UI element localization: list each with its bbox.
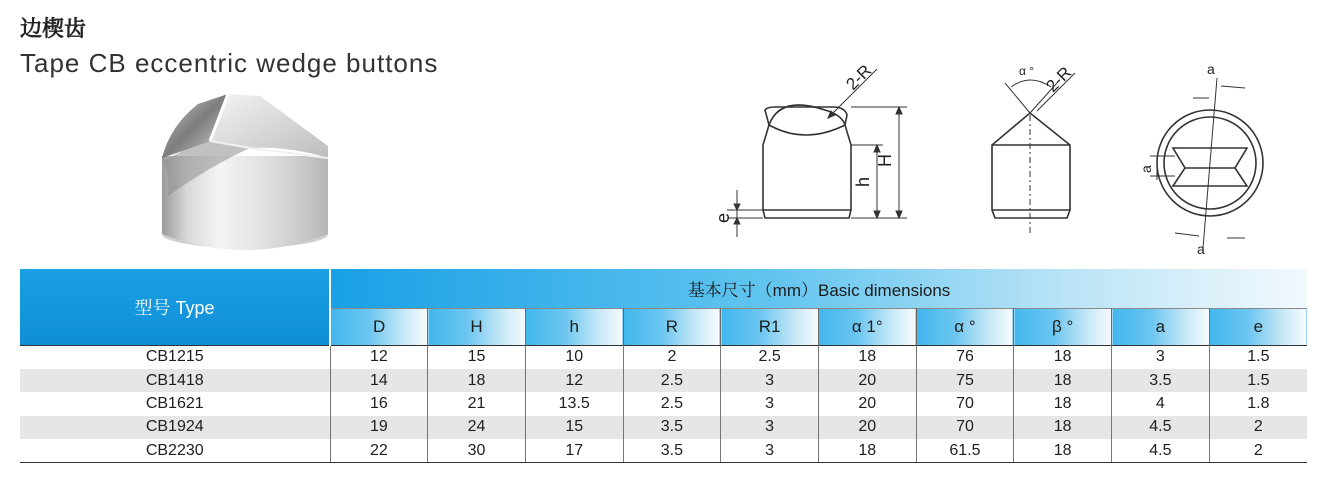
label-h: h bbox=[853, 176, 873, 187]
value-cell: 3 bbox=[721, 392, 819, 415]
value-cell: 1.8 bbox=[1247, 394, 1270, 412]
label-a-top: a bbox=[1207, 61, 1215, 77]
value-cell: 2.5 bbox=[623, 392, 721, 415]
type-cell: CB1924 bbox=[20, 416, 330, 439]
value-cell: 1.5 bbox=[1209, 369, 1307, 392]
value-cell: 17 bbox=[525, 439, 623, 462]
value-cell: 3 bbox=[1112, 346, 1210, 369]
value-cell: 76 bbox=[916, 346, 1014, 369]
value-cell: 4.5 bbox=[1112, 439, 1210, 462]
value-cell: 15 bbox=[525, 416, 623, 439]
value-cell: 21 bbox=[428, 392, 526, 415]
value-cell: 20 bbox=[818, 416, 916, 439]
top-view-drawing bbox=[1135, 58, 1285, 258]
label-a-side: a bbox=[1138, 165, 1154, 173]
value-cell: 13.5 bbox=[525, 392, 623, 415]
front-view-drawing bbox=[975, 55, 1090, 245]
type-cell: CB1215 bbox=[20, 346, 330, 369]
type-cell: CB2230 bbox=[20, 439, 330, 462]
value-cell: 2 bbox=[1209, 439, 1307, 462]
title-english: Tape CB eccentric wedge buttons bbox=[20, 48, 439, 78]
value-cell: 24 bbox=[428, 416, 526, 439]
col-header-H: H bbox=[428, 308, 526, 346]
product-photo bbox=[150, 86, 340, 258]
value-cell: 10 bbox=[525, 346, 623, 369]
value-cell: 70 bbox=[916, 416, 1014, 439]
value-cell: 18 bbox=[1014, 346, 1112, 369]
value-cell: 18 bbox=[1014, 416, 1112, 439]
value-cell: 18 bbox=[1014, 369, 1112, 392]
title-chinese: 边楔齿 bbox=[20, 17, 87, 42]
value-cell: 20 bbox=[818, 392, 916, 415]
value-cell: 4.5 bbox=[1112, 416, 1210, 439]
col-header-D: D bbox=[330, 308, 428, 346]
label-e: e bbox=[713, 212, 733, 223]
value-cell: 18 bbox=[818, 346, 916, 369]
value-cell: 18 bbox=[428, 369, 526, 392]
col-header-a: a bbox=[1112, 308, 1210, 346]
value-cell: 3 bbox=[721, 416, 819, 439]
value-cell: 75 bbox=[916, 369, 1014, 392]
value-cell: 3 bbox=[721, 369, 819, 392]
value-cell: 18 bbox=[1014, 392, 1112, 415]
value-cell: 2.5 bbox=[623, 369, 721, 392]
table-row bbox=[20, 439, 1307, 462]
col-header-alpha: α ° bbox=[916, 308, 1014, 346]
value-cell: 3.5 bbox=[1112, 369, 1210, 392]
table-row bbox=[20, 392, 1307, 415]
value-cell: 12 bbox=[330, 346, 428, 369]
label-H: H bbox=[875, 154, 895, 167]
col-header-h: h bbox=[525, 308, 623, 346]
col-header-alpha1: α 1° bbox=[818, 308, 916, 346]
value-cell: 19 bbox=[330, 416, 428, 439]
value-cell: 30 bbox=[428, 439, 526, 462]
side-view-drawing bbox=[705, 55, 925, 245]
table-row bbox=[20, 369, 1307, 392]
value-cell: 3.5 bbox=[623, 416, 721, 439]
value-cell: 15 bbox=[428, 346, 526, 369]
col-header-R: R bbox=[623, 308, 721, 346]
value-cell: 2 bbox=[623, 346, 721, 369]
value-cell: 22 bbox=[330, 439, 428, 462]
value-cell: 18 bbox=[1014, 439, 1112, 462]
value-cell: 14 bbox=[330, 369, 428, 392]
value-cell: 20 bbox=[818, 369, 916, 392]
value-cell: 18 bbox=[818, 439, 916, 462]
value-cell: 3 bbox=[721, 439, 819, 462]
type-cell: CB1418 bbox=[20, 369, 330, 392]
label-alpha: α ° bbox=[1019, 64, 1035, 78]
value-cell: 12 bbox=[525, 369, 623, 392]
label-2R: 2-R bbox=[842, 61, 876, 94]
table-row bbox=[20, 346, 1307, 369]
col-header-R1: R1 bbox=[721, 308, 819, 346]
value-cell: 2 bbox=[1209, 416, 1307, 439]
label-2R-front: 2-R bbox=[1042, 63, 1076, 96]
value-cell: 70 bbox=[916, 392, 1014, 415]
type-cell: CB1621 bbox=[20, 392, 330, 415]
value-cell: 4 bbox=[1112, 392, 1210, 415]
value-cell: 2.5 bbox=[721, 346, 819, 369]
spec-table bbox=[20, 269, 1307, 463]
type-header: 型号 Type bbox=[20, 269, 330, 346]
value-cell: 3.5 bbox=[623, 439, 721, 462]
basic-dimensions-header: 基本尺寸（mm）Basic dimensions bbox=[330, 269, 1307, 308]
col-header-e: e bbox=[1209, 308, 1307, 346]
col-header-beta: β ° bbox=[1014, 308, 1112, 346]
label-a-bottom: a bbox=[1197, 241, 1205, 257]
value-cell: 61.5 bbox=[916, 439, 1014, 462]
value-cell: 1.5 bbox=[1209, 346, 1307, 369]
value-cell: 16 bbox=[330, 392, 428, 415]
table-row bbox=[20, 416, 1307, 439]
